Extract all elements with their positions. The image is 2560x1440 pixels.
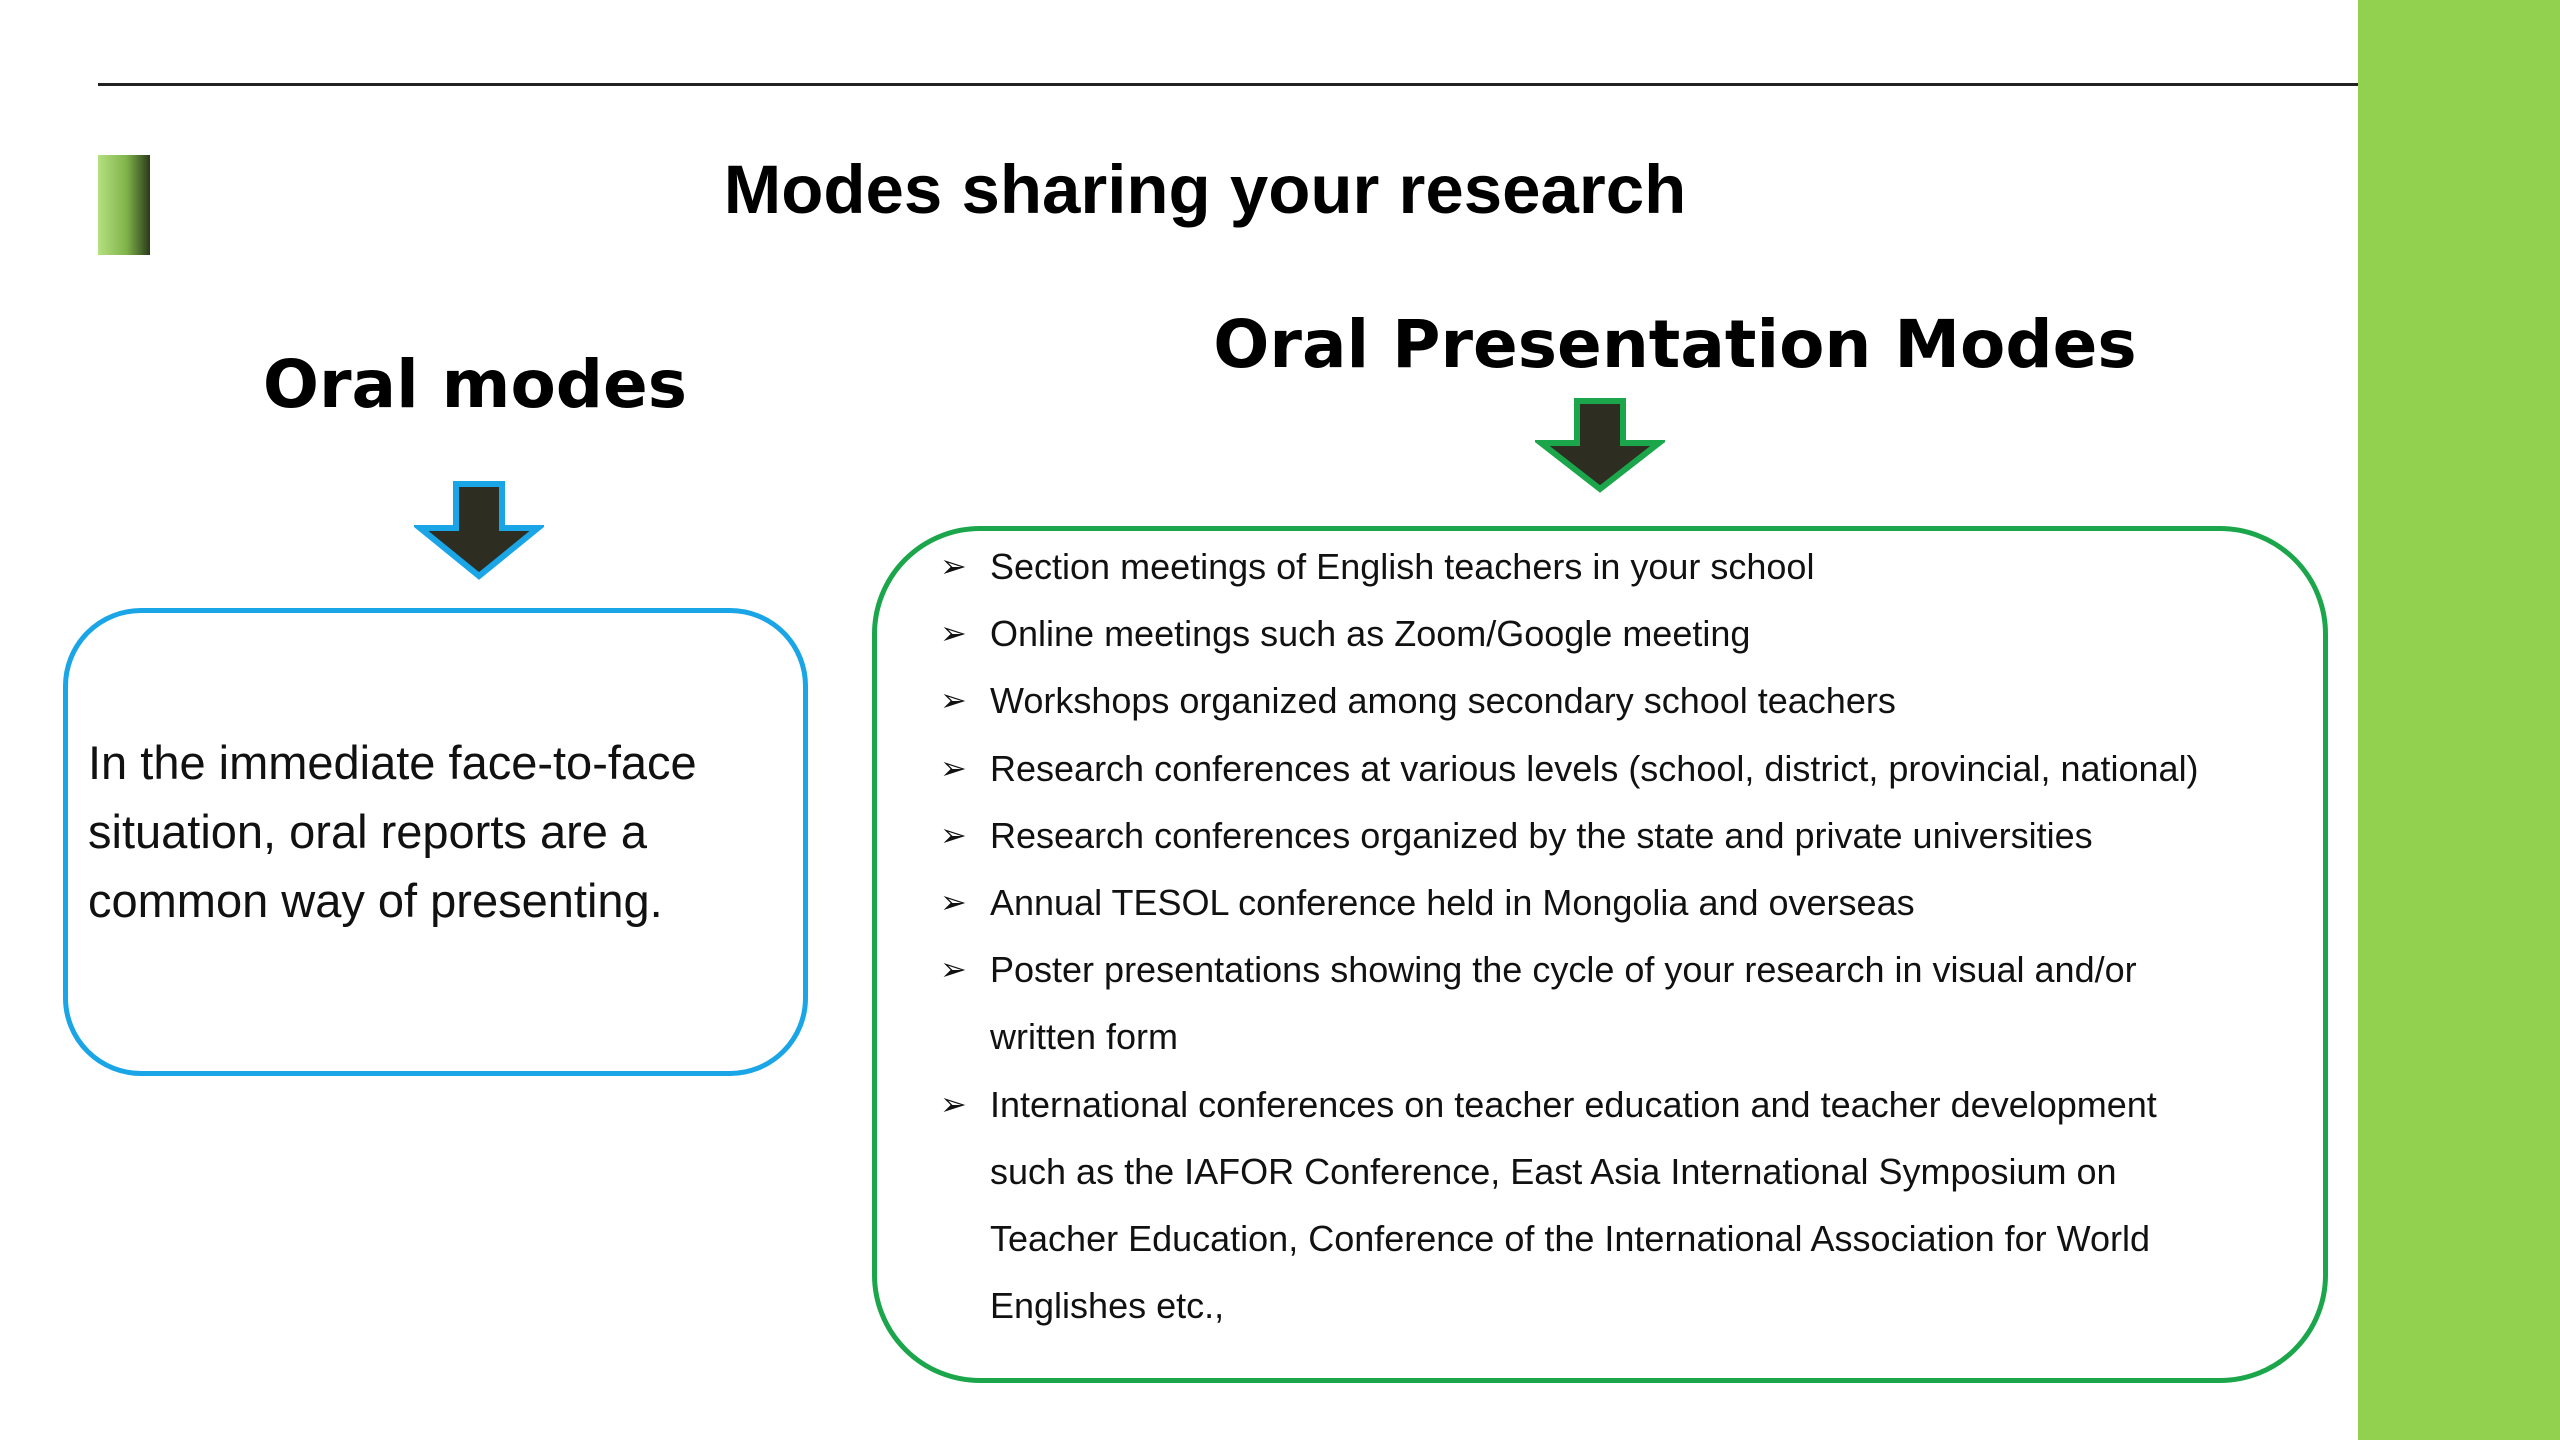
arrowhead-bullet-icon: ➢ — [940, 1084, 967, 1123]
arrowhead-bullet-icon: ➢ — [940, 950, 967, 989]
down-arrow-icon — [414, 480, 544, 580]
list-item — [940, 1071, 2280, 1340]
list-item — [940, 802, 2280, 869]
list-item-text: such as the IAFOR Conference, East Asia International Symposium on — [990, 1150, 2117, 1192]
list-item-text: Annual TESOL conference held in Mongolia and overseas — [990, 882, 1915, 924]
arrowhead-bullet-icon: ➢ — [940, 748, 967, 787]
list-item-text: Section meetings of English teachers in your school — [990, 546, 1815, 587]
list-item-text: written form — [990, 1016, 1179, 1058]
presentation-modes-list — [940, 533, 2280, 1339]
top-divider — [98, 83, 2358, 86]
list-item-text: Workshops organized among secondary school teachers — [990, 680, 1896, 722]
list-item — [940, 936, 2280, 1070]
description-line: common way of presenting. — [88, 874, 663, 927]
list-item — [940, 869, 2280, 936]
list-item — [940, 735, 2280, 802]
description-line: situation, oral reports are a — [88, 805, 648, 858]
down-arrow-icon — [1535, 397, 1665, 493]
arrowhead-bullet-icon: ➢ — [940, 883, 967, 922]
list-item-text: International conferences on teacher education and teacher development — [990, 1083, 2157, 1125]
arrowhead-bullet-icon: ➢ — [940, 547, 967, 585]
arrowhead-bullet-icon: ➢ — [940, 815, 967, 854]
arrowhead-bullet-icon: ➢ — [940, 681, 967, 720]
description-line: In the immediate face-to-face — [88, 736, 697, 789]
list-item-text: Teacher Education, Conference of the International Association for World — [990, 1218, 2151, 1260]
side-accent-band — [2358, 0, 2560, 1440]
arrowhead-bullet-icon: ➢ — [940, 614, 967, 653]
list-item-text: Research conferences organized by the state and private universities — [990, 814, 2093, 856]
title-accent-block — [98, 155, 150, 255]
list-item — [940, 600, 2280, 667]
oral-modes-description — [88, 728, 788, 935]
oral-modes-heading: Oral modes — [262, 346, 688, 423]
list-item-text: Poster presentations showing the cycle of your research in visual and/or — [990, 949, 2137, 991]
list-item-text: Englishes etc., — [990, 1285, 1225, 1327]
list-item — [940, 533, 2280, 600]
list-item-text: Online meetings such as Zoom/Google meeting — [990, 613, 1751, 655]
list-item-text: Research conferences at various levels (school, district, provincial, national) — [990, 747, 2199, 789]
list-item — [940, 667, 2280, 734]
slide-title: Modes sharing your research — [723, 151, 1687, 228]
oral-presentation-modes-heading: Oral Presentation Modes — [1213, 306, 2137, 383]
